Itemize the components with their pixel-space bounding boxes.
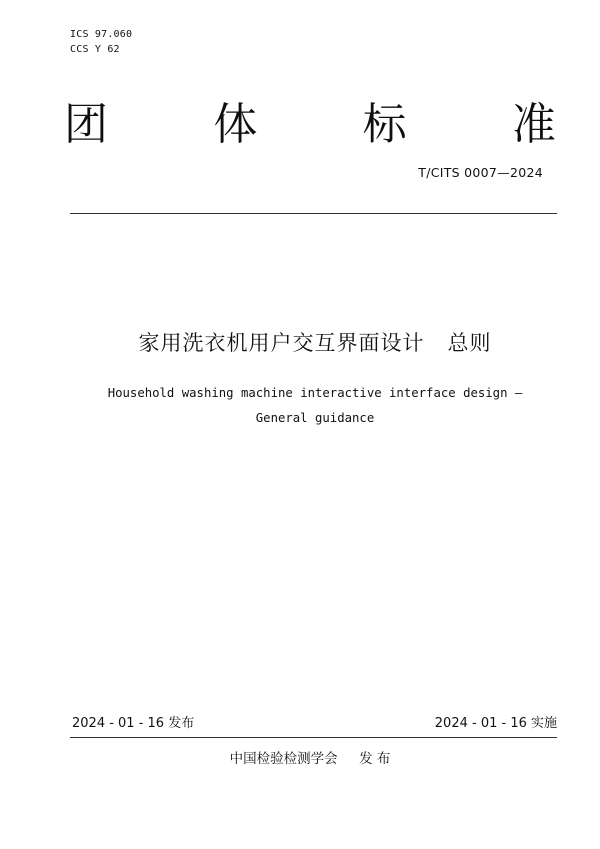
standard-number: T/CITS 0007—2024 — [418, 165, 543, 180]
document-type-char-4: 准 — [511, 99, 556, 150]
bottom-divider — [70, 737, 557, 738]
title-chinese: 家用洗衣机用户交互界面设计 总则 — [138, 331, 492, 355]
document-type-heading — [64, 100, 556, 150]
document-type-char-2: 体 — [213, 99, 258, 150]
ics-code: ICS 97.060 — [70, 29, 133, 40]
implementation-date: 2024 - 01 - 16 实施 — [434, 716, 557, 731]
top-divider — [70, 213, 557, 214]
ccs-code: CCS Y 62 — [70, 44, 120, 55]
title-english-line-2: General guidance — [255, 411, 375, 425]
document-type-char-3: 标 — [362, 99, 407, 150]
issue-date: 2024 - 01 - 16 发布 — [72, 716, 195, 731]
document-type-char-1: 团 — [64, 99, 108, 150]
title-english-line-1: Household washing machine interactive interface design – — [107, 386, 523, 400]
publisher: 中国检验检测学会 发 布 — [229, 751, 391, 767]
